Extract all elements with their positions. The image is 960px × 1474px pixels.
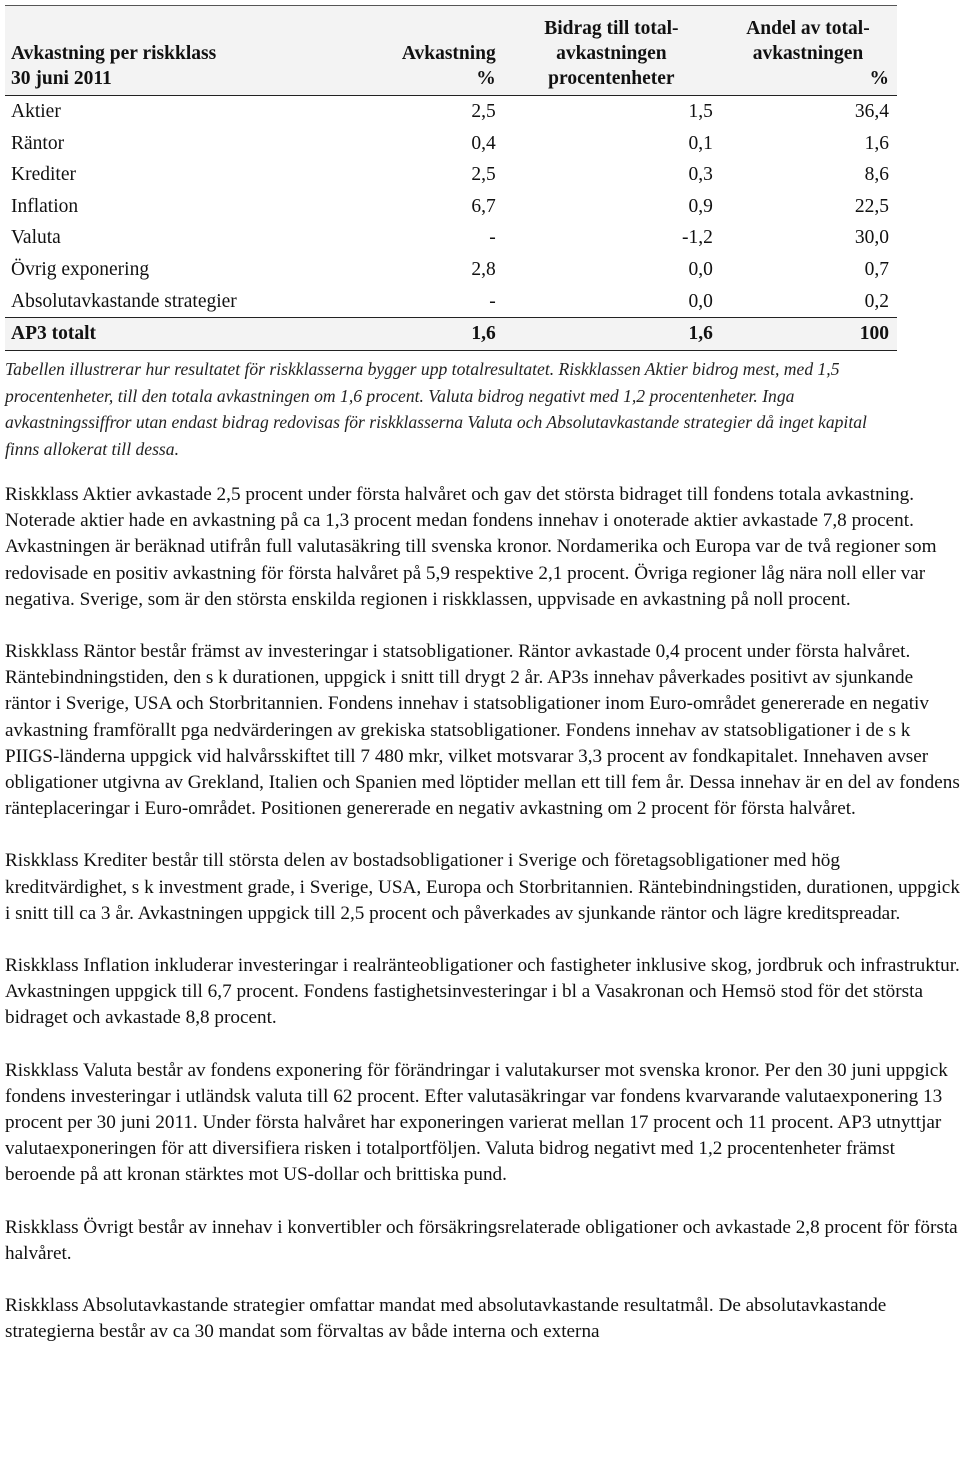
row-label: Aktier <box>11 101 61 122</box>
header-risk-class-line-2: 30 juni 2011 <box>11 68 112 89</box>
table-row <box>5 191 897 223</box>
table-row <box>5 286 897 318</box>
row-share: 22,5 <box>854 195 889 217</box>
header-risk-class <box>5 6 299 96</box>
table-row <box>5 159 897 191</box>
row-share: 0,7 <box>864 258 889 280</box>
row-return: 2,5 <box>471 101 496 122</box>
row-return: - <box>489 290 496 312</box>
row-contribution: -1,2 <box>682 227 713 249</box>
header-risk-class-line-1: Avkastning per riskklass <box>11 43 217 64</box>
row-return: 2,8 <box>471 258 496 280</box>
row-contribution: 0,1 <box>688 132 713 154</box>
row-share: 0,2 <box>864 290 889 312</box>
total-share: 100 <box>721 318 897 351</box>
header-contribution-line-1: Bidrag till total- <box>544 18 679 39</box>
row-label: Valuta <box>11 227 61 249</box>
row-share: 30,0 <box>854 227 889 249</box>
header-return-line-1: Avkastning <box>401 43 496 64</box>
row-label: Krediter <box>11 164 76 186</box>
table-caption: Tabellen illustrerar hur resultatet för riskklasserna bygger upp totalresultatet. Riskklassen Aktier bidrog mest, med 1,5 procentenheter, till den totala avkastningen om 1,6 procent. Valuta bidrog negativt med 1,2 procentenheter. Inga avkastningssiffror utan endast bidrag redovisas för riskklasserna Valuta och Absolutavkastande strategier då inget kapital finns allokerat till dessa. <box>5 359 867 459</box>
row-return: 0,4 <box>471 132 496 154</box>
paragraph-krediter: Riskklass Krediter består till största delen av bostadsobligationer i Sverige och företagsobligationer med hög kreditvärdighet, s k investment grade, i Sverige, USA, Europa och Storbritannien. Räntebindningstiden, durationen, uppgick i snitt till ca 3 år. Avkastningen uppgick till 2,5 procent och påverkades av sjunkande räntor och lägre kreditspreadar. <box>5 850 960 924</box>
total-label: AP3 totalt <box>5 318 299 351</box>
table-header-row <box>5 6 897 96</box>
header-share-line-1: Andel av total- <box>746 18 870 39</box>
paragraph-ovrigt: Riskklass Övrigt består av innehav i konvertibler och försäkringsrelaterade obligationer och avkastade 2,8 procent för första halvåret. <box>5 1216 958 1264</box>
paragraph-rantor: Riskklass Räntor består främst av investeringar i statsobligationer. Räntor avkastade 0,4 procent under första halvåret. Räntebindningstiden, den s k durationen, uppgick i snitt till drygt 2 år. AP3s innehav påverkades positivt av sjunkande räntor i Sverige, USA och Storbritannien. Fondens innehav i statsobligationer inom Euro-området genererade en negativ avkastning framförallt pga nedvärderingen av grekiska statsobligationer. Fondens innehav av statsobligationer i de s k PIIGS-länderna uppgick vid halvårsskiftet till 7 480 mkr, vilket motsvarar 3,3 procent av fondkapitalet. Innehaven avser obligationer utgivna av Grekland, Italien och Spanien med löptider mellan ett till fem år. Dessa innehav är en del av fondens ränteplaceringar i Euro-området. Positionen genererade en negativ avkastning om 2 procent för första halvåret. <box>5 641 960 820</box>
risk-class-return-table <box>5 5 897 351</box>
header-contribution <box>504 6 721 96</box>
paragraph-absolutavkastande: Riskklass Absolutavkastande strategier omfattar mandat med absolutavkastande resultatmål. De absolutavkastande strategierna består av ca 30 mandat som förvaltas av både interna och externa <box>5 1295 887 1343</box>
row-contribution: 0,0 <box>688 290 713 312</box>
header-return <box>299 6 504 96</box>
row-label: Inflation <box>11 195 79 217</box>
row-share: 1,6 <box>864 132 889 154</box>
total-return: 1,6 <box>299 318 504 351</box>
row-share: 8,6 <box>864 164 889 186</box>
table-row <box>5 128 897 160</box>
row-share: 36,4 <box>854 101 889 122</box>
row-label: Absolutavkastande strategier <box>11 290 237 312</box>
row-contribution: 1,5 <box>688 101 713 122</box>
paragraph-valuta: Riskklass Valuta består av fondens exponering för förändringar i valutakurser mot svenska kronor. Per den 30 juni uppgick fondens investeringar i utländsk valuta till 62 procent. Efter valutasäkringar var fondens kvarvarande valutaexponering 13 procent per 30 juni 2011. Under första halvåret har exponeringen varierat mellan 17 procent och 11 procent. AP3 utnyttjar valutaexponeringen för att diversifiera risken i totalportföljen. Valuta bidrog negativt med 1,2 procentenheter främst beroende på att kronan stärktes mot US-dollar och brittiska pund. <box>5 1059 948 1186</box>
body-text <box>5 482 960 1371</box>
row-contribution: 0,3 <box>688 164 713 186</box>
header-share-line-3: % <box>869 68 889 89</box>
row-contribution: 0,0 <box>688 258 713 280</box>
table-row <box>5 222 897 254</box>
header-return-line-2: % <box>476 68 496 89</box>
paragraph-inflation: Riskklass Inflation inkluderar investeringar i realränteobligationer och fastigheter inklusive skog, jordbruk och infrastruktur. Avkastningen uppgick till 6,7 procent. Fondens fastighetsinvesteringar i bl a Vasakronan och Hemsö stod för det största bidraget och avkastade 8,8 procent. <box>5 955 960 1029</box>
row-label: Räntor <box>11 132 65 154</box>
row-label: Övrig exponering <box>11 258 150 280</box>
table-total-row <box>5 318 897 351</box>
row-return: 6,7 <box>471 195 496 217</box>
paragraph-aktier: Riskklass Aktier avkastade 2,5 procent under första halvåret och gav det största bidraget till fondens totala avkastning. Noterade aktier hade en avkastning på ca 1,3 procent medan fondens innehav i onoterade aktier avkastade 7,8 procent. Avkastningen är beräknad utifrån full valutasäkring till svenska kronor. Nordamerika och Europa var de två regioner som redovisade en positiv avkastning för första halvåret på 5,9 respektive 2,1 procent. Övriga regioner låg nära noll eller var negativa. Sverige, som är den största enskilda regionen i riskklassen, uppvisade en avkastning på noll procent. <box>5 484 937 610</box>
total-contribution: 1,6 <box>504 318 721 351</box>
table-row <box>5 96 897 128</box>
header-contribution-line-3: procentenheter <box>548 68 675 89</box>
row-return: - <box>489 227 496 249</box>
header-contribution-line-2: avkastningen <box>556 43 667 64</box>
header-share-line-2: avkastningen <box>752 43 864 64</box>
row-contribution: 0,9 <box>688 195 713 217</box>
row-return: 2,5 <box>471 164 496 186</box>
table-row <box>5 254 897 286</box>
header-share <box>721 6 897 96</box>
